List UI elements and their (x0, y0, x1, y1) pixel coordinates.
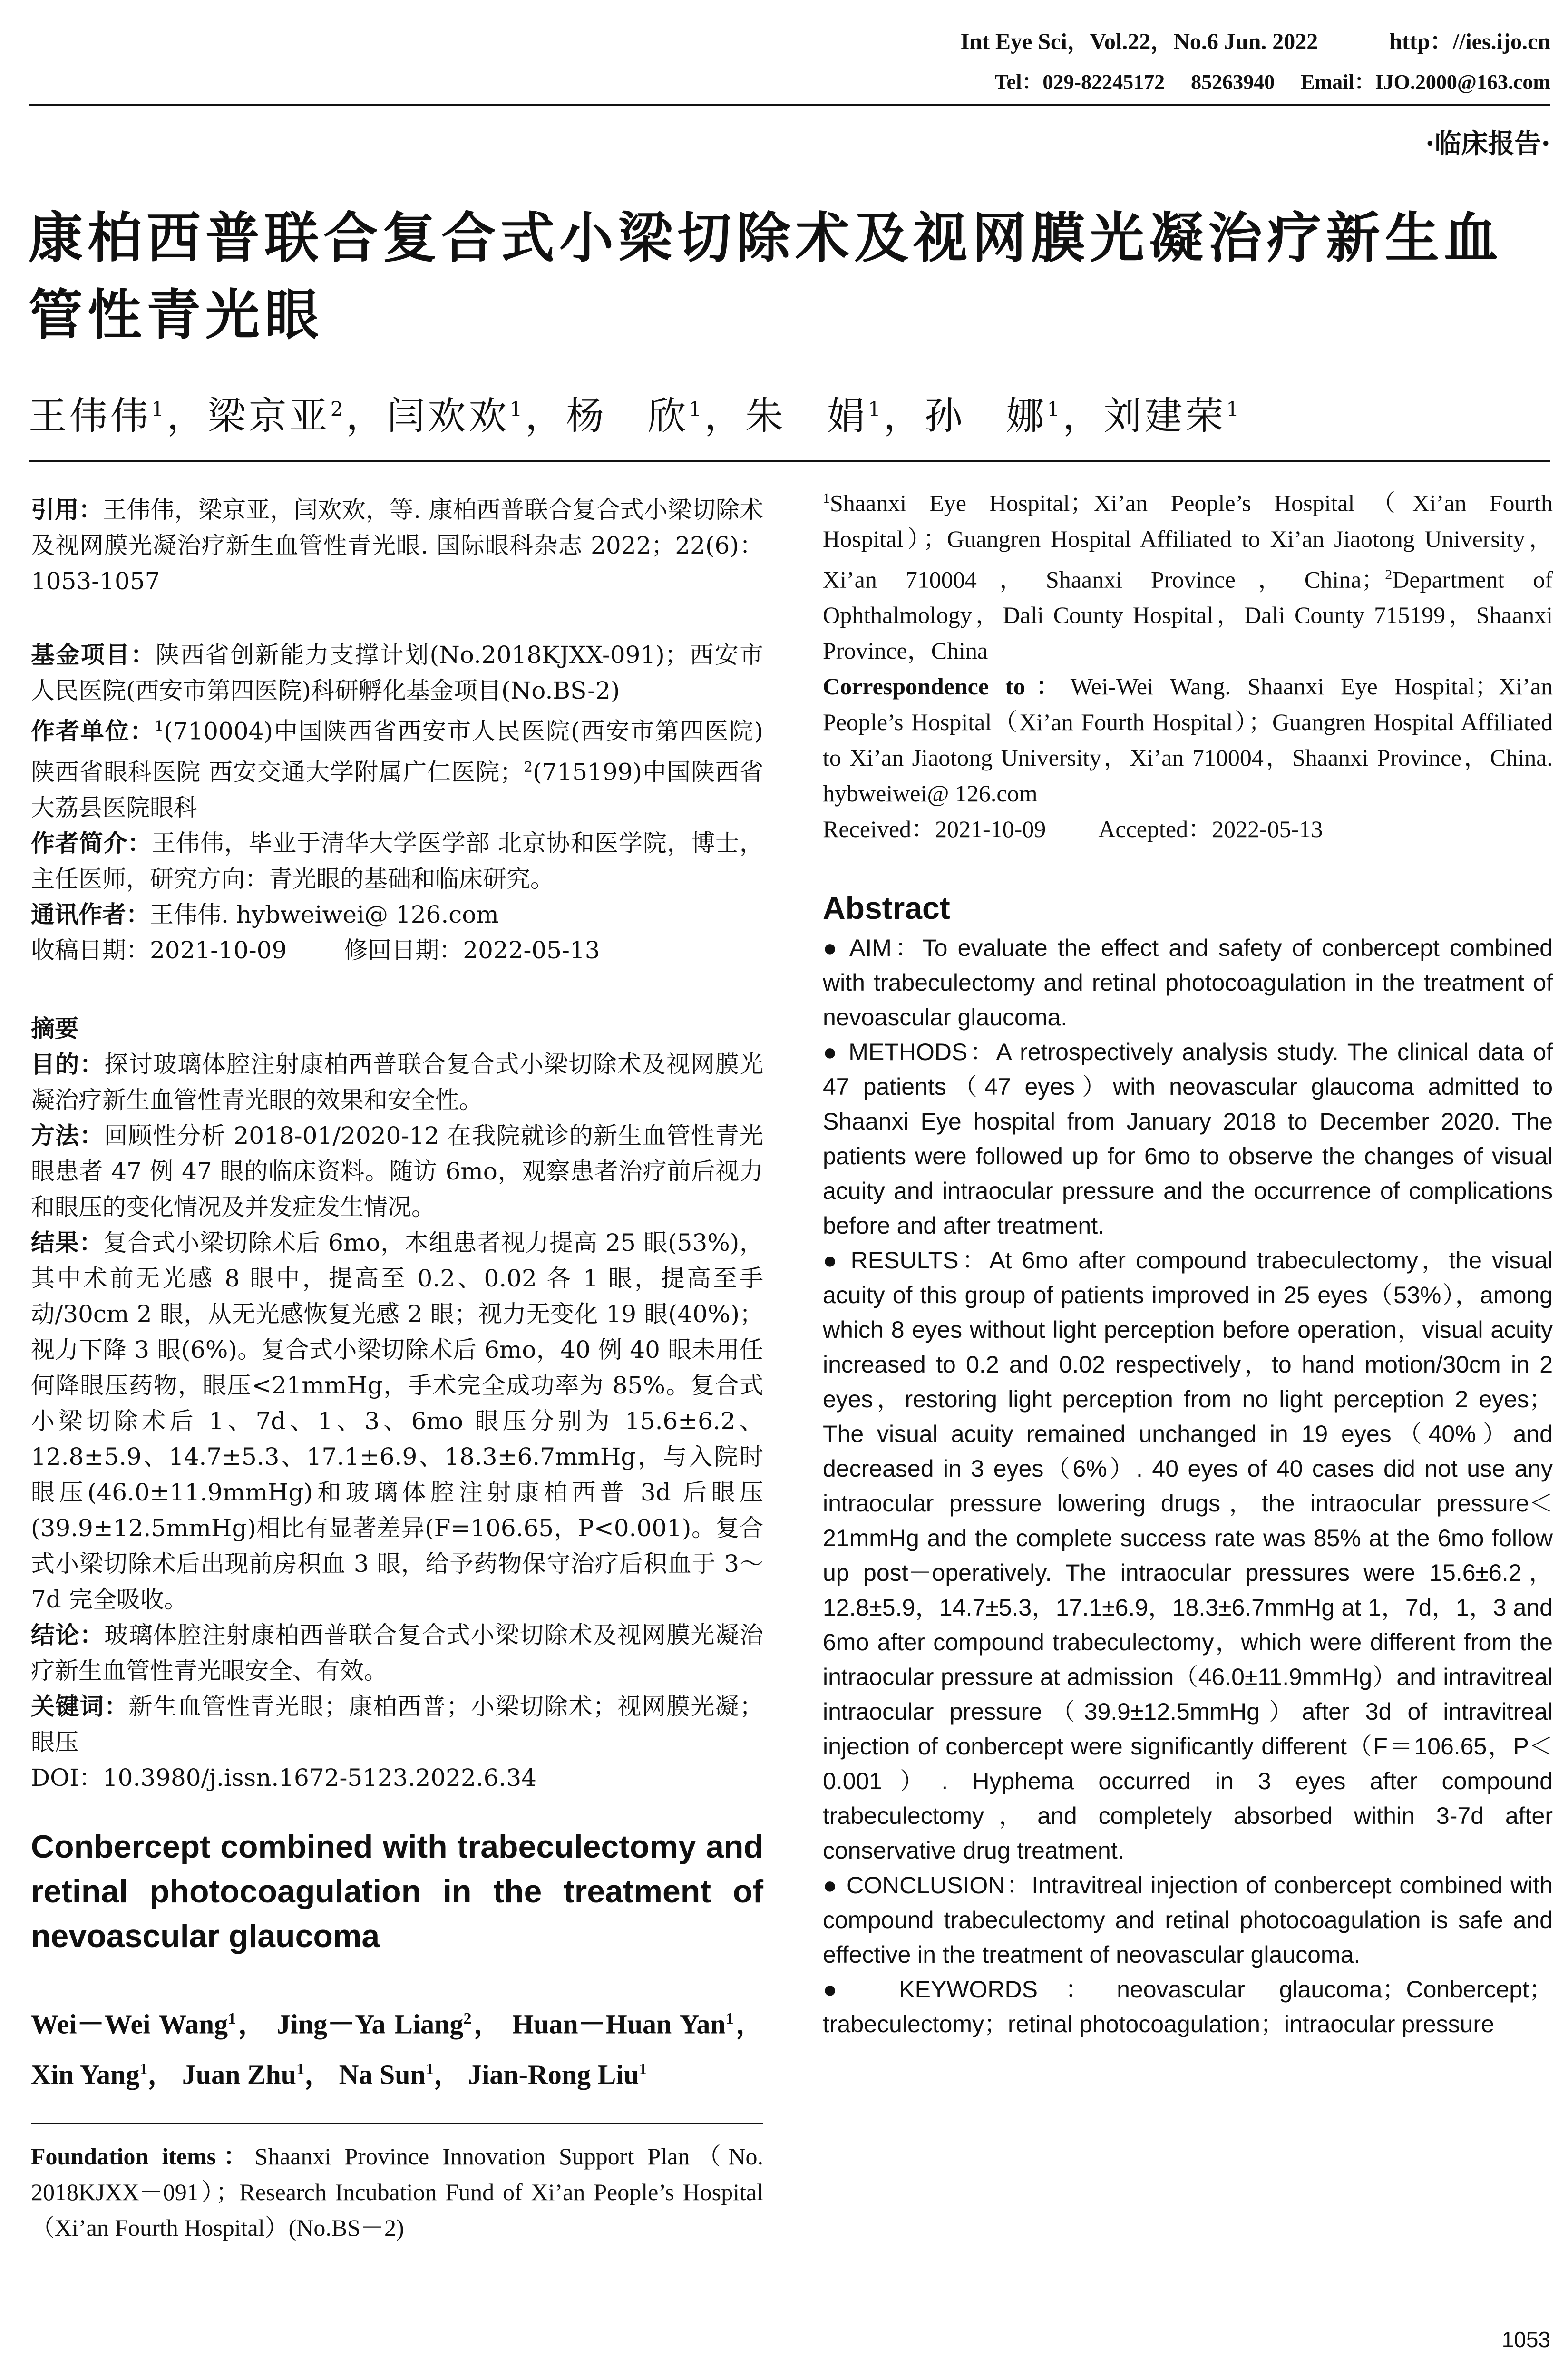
authors-en: Wei－Wei Wang$^1$， Jing－Ya Liang$^2$， Huan－Huan Yan$^1$， Xin Yang$^1$， Juan Zhu$^1$， Na Sun$^1$， Jian-Rong Liu$^1$ (31, 2008, 763, 2090)
journal-email: Email：IJO.2000@163.com (1301, 70, 1550, 94)
correspondence-en: Correspondence to：Wei-Wei Wang. Shaanxi Eye Hospital；Xi’an People’s Hospital（Xi’an Fourth Hospital）；Guangren Hospital Affiliated to Xi’an Jiaotong University，Xi’an 710004，Shaanxi Province，China. hybweiwei@ 126.com (823, 673, 1553, 807)
objective: 目的：探讨玻璃体腔注射康柏西普联合复合式小梁切除术及视网膜光凝治疗新生血管性青光眼的效果和安全性。 (31, 1051, 764, 1114)
journal-contact (599, 65, 1550, 95)
doi[interactable]: DOI：10.3980/j.issn.1672-5123.2022.6.34 (31, 1764, 536, 1792)
author-cn: 朱 娟 (745, 394, 868, 438)
author-cn: 杨 欣 (566, 394, 689, 438)
abstract-aim: ● AIM：To evaluate the effect and safety of conbercept combined with trabeculectomy and retinal photocoagulation in the treatment of nevoascular glaucoma. (823, 935, 1553, 1031)
funding: 基金项目：陕西省创新能力支撑计划(No.2018KJXX-091)；西安市人民医院(西安市第四医院)科研孵化基金项目(No.BS-2) (31, 641, 764, 704)
foundation-rule (31, 2123, 763, 2124)
dates-cn: 收稿日期：2021-10-09 修回日期：2022-05-13 (31, 936, 600, 964)
journal-header (837, 23, 1550, 56)
journal-url[interactable]: http：//ies.ijo.cn (1389, 29, 1550, 54)
author-cn: 刘建荣 (1103, 394, 1227, 438)
paper-title-cn: 康柏西普联合复合式小梁切除术及视网膜光凝治疗新生血管性青光眼 (29, 206, 1503, 347)
affiliation: 作者单位：$^1$(710004)中国陕西省西安市人民医院(西安市第四医院) 陕西省眼科医院 西安交通大学附属广仁医院；$^2$(715199)中国陕西省大荔县医院眼科 (31, 717, 763, 822)
keywords-cn: 关键词：新生血管性青光眼；康柏西普；小梁切除术；视网膜光凝；眼压 (31, 1693, 764, 1756)
author-en: Na Sun (339, 2058, 426, 2090)
results-cn: 结果：复合式小梁切除术后 6mo，本组患者视力提高 25 眼(53%)，其中术前无光感 8 眼中，提高至 0.2、0.02 各 1 眼，提高至手动/30cm 2 眼，从无光感恢复光感 2 眼；视力无变化 19 眼(40%)；视力下降 3 眼(6%)。复合式小梁切除术后 6mo，40 例 40 眼未用任何降眼压药物，眼压<21mmHg，手术完全成功率为 85%。复合式小梁切除术后 1、7d、1、3、6mo 眼压分别为 15.6±6.2、12.8±5.9、14.7±5.3、17.1±6.9、18.3±6.7mmHg，与入院时眼压(46.0±11.9mmHg)和玻璃体腔注射康柏西普 3d 后眼压(39.9±12.5mmHg)相比有显著差异(F=106.65，P<0.001)。复合式小梁切除术后出现前房积血 3 眼，给予药物保守治疗后积血于 3～7d 完全吸收。 (31, 1229, 763, 1614)
abstract-heading-cn: 摘要 (31, 1015, 78, 1043)
abstract-conclusion: ● CONCLUSION：Intravitreal injection of conbercept combined with compound trabeculectomy and retinal photocoagulation is safe and effective in the treatment of neovascular glaucoma. (823, 1872, 1553, 1968)
author-en: Jian-Rong Liu (468, 2058, 639, 2090)
author-en: Wei－Wei Wang (31, 2008, 228, 2040)
dates-en: Received：2021-10-09 Accepted：2022-05-13 (823, 816, 1323, 843)
journal-citation: Int Eye Sci，Vol.22，No.6 Jun. 2022 (960, 29, 1318, 54)
author-bio: 作者简介：王伟伟，毕业于清华大学医学部 北京协和医学院，博士，主任医师，研究方向：青光眼的基础和临床研究。 (31, 829, 763, 893)
journal-tel: Tel：029-82245172 (994, 70, 1165, 94)
author-cn: 闫欢欢 (387, 394, 510, 438)
paper-title-en: Conbercept combined with trabeculectomy and retinal photocoagulation in the treatment of nevoascular glaucoma (31, 1829, 763, 1955)
methods-cn: 方法：回顾性分析 2018-01/2020-12 在我院就诊的新生血管性青光眼患者 47 例 47 眼的临床资料。随访 6mo，观察患者治疗前后视力和眼压的变化情况及并发症发生情况。 (31, 1122, 763, 1221)
affiliation-en: $^1$Shaanxi Eye Hospital；Xi’an People’s Hospital（Xi’an Fourth Hospital）；Guangren Hospital Affiliated to Xi’an Jiaotong University，Xi’an 710004，Shaanxi Province，China；$^2$Department of Ophthalmology，Dali County Hospital，Dali County 715199，Shaanxi Province，China (823, 489, 1553, 664)
author-en: Xin Yang (31, 2058, 140, 2090)
left-column (31, 492, 763, 2246)
author-cn: 梁京亚 (207, 394, 331, 438)
authors-cn: 王伟伟$^1$，梁京亚$^2$，闫欢欢$^1$，杨 欣$^1$，朱 娟$^1$，孙 娜$^1$，刘建荣$^1$ (29, 394, 1242, 438)
abstract-methods: ● METHODS：A retrospectively analysis study. The clinical data of 47 patients（47 eyes）with neovascular glaucoma admitted to Shaanxi Eye hospital from January 2018 to December 2020. The patients were followed up for 6mo to observe the changes of visual acuity and intraocular pressure and the occurrence of complications before and after treatment. (823, 1039, 1553, 1239)
authors-rule (29, 460, 1550, 462)
citation: 引用：王伟伟，梁京亚，闫欢欢，等. 康柏西普联合复合式小梁切除术及视网膜光凝治疗新生血管性青光眼. 国际眼科杂志 2022；22(6)：1053-1057 (31, 496, 763, 595)
author-en: Huan－Huan Yan (512, 2008, 726, 2040)
author-en: Juan Zhu (182, 2058, 297, 2090)
abstract-results: ● RESULTS：At 6mo after compound trabeculectomy，the visual acuity of this group of patients improved in 25 eyes（53%），among which 8 eyes without light perception before operation，visual acuity increased to 0.2 and 0.02 respectively，to hand motion/30cm in 2 eyes，restoring light perception from no light perception 2 eyes；The visual acuity remained unchanged in 19 eyes（40%）and decreased in 3 eyes（6%）. 40 eyes of 40 cases did not use any intraocular pressure lowering drugs，the intraocular pressure＜21mmHg and the complete success rate was 85% at the 6mo follow up post－operatively. The intraocular pressures were 15.6±6.2，12.8±5.9，14.7±5.3，17.1±6.9，18.3±6.7mmHg at 1，7d，1，3 and 6mo after compound trabeculectomy，which were different from the intraocular pressure at admission（46.0±11.9mmHg）and intravitreal intraocular pressure（39.9±12.5mmHg）after 3d of intravitreal injection of conbercept were significantly different（F＝106.65，P＜0.001）. Hyphema occurred in 3 eyes after compound trabeculectomy，and completely absorbed within 3-7d after conservative drug treatment. (823, 1247, 1553, 1864)
header-rule (29, 104, 1550, 106)
journal-tel2: 85263940 (1191, 70, 1275, 94)
foundation-en: Foundation items：Shaanxi Province Innovation Support Plan（No. 2018KJXX－091）；Research Incubation Fund of Xi’an People’s Hospital（Xi’an Fourth Hospital）(No.BS－2) (31, 2143, 763, 2241)
conclusion-cn: 结论：玻璃体腔注射康柏西普联合复合式小梁切除术及视网膜光凝治疗新生血管性青光眼安全、有效。 (31, 1621, 764, 1685)
author-cn: 孙 娜 (924, 394, 1047, 438)
abstract-heading-en: Abstract (823, 890, 950, 926)
page-number: 1053 (1501, 2327, 1550, 2352)
author-cn: 王伟伟 (29, 394, 151, 438)
section-label: ·临床报告· (1425, 128, 1550, 159)
correspondence-cn: 通讯作者：王伟伟. hybweiwei@ 126.com (31, 901, 499, 929)
abstract-keywords: ● KEYWORDS：neovascular glaucoma；Conbercept；trabeculectomy；retinal photocoagulation；intraocular pressure (823, 1976, 1553, 2038)
author-en: Jing－Ya Liang (276, 2008, 464, 2040)
right-column (823, 480, 1553, 2042)
